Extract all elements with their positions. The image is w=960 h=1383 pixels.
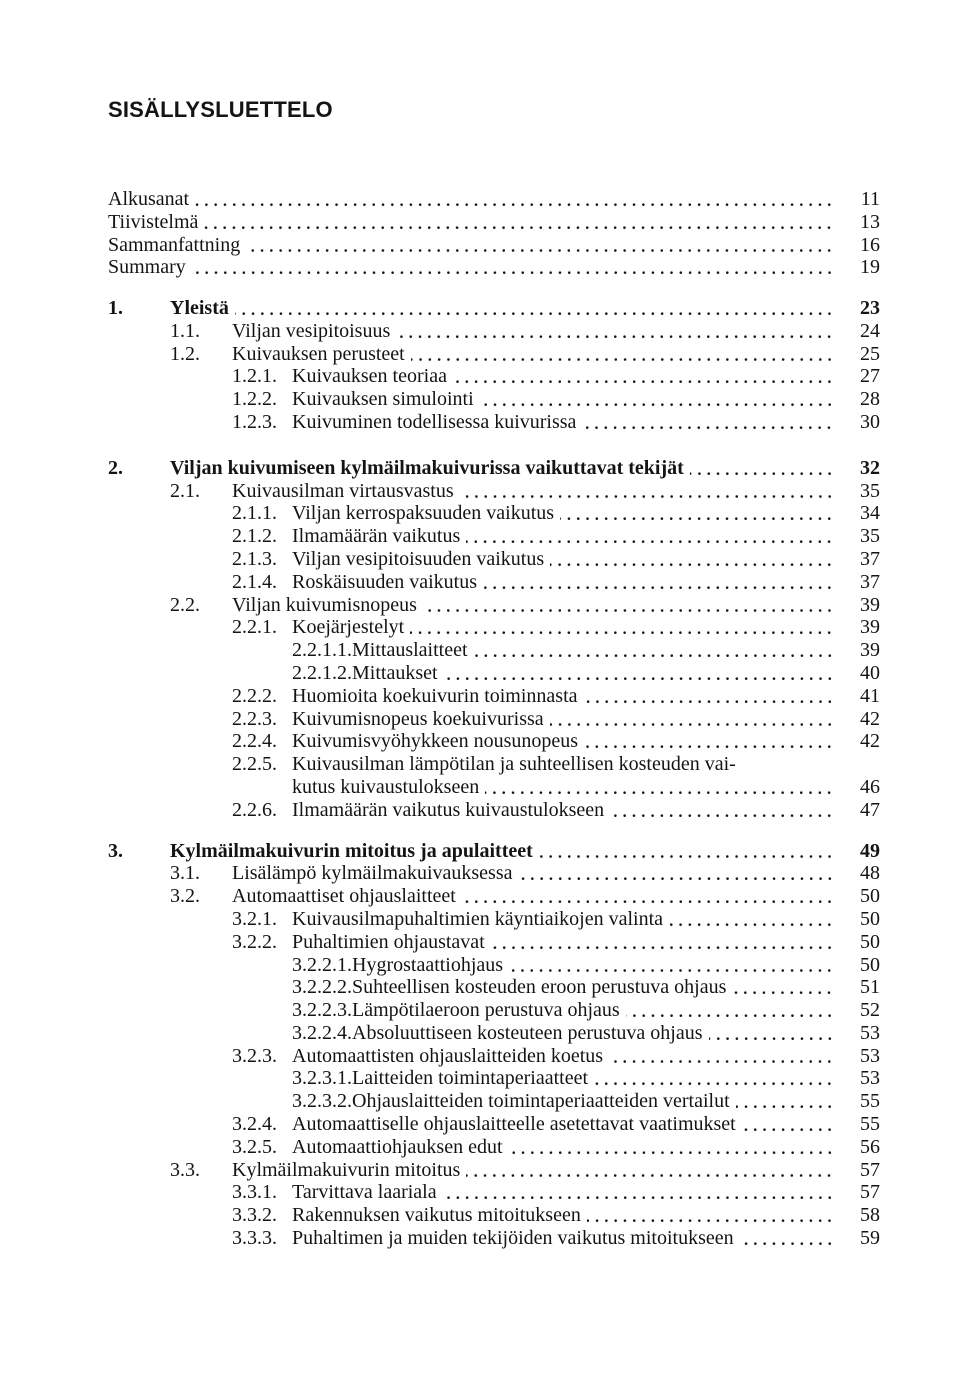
toc-entry-title: Lämpötilaeroon perustuva ohjaus [352, 999, 620, 1022]
dot-leader [609, 1045, 834, 1068]
toc-entry-number: 3.2.3.2. [292, 1090, 352, 1113]
toc-entry-title: Mittaukset [352, 661, 438, 684]
toc-entry-number: 2.2.1. [232, 616, 277, 639]
toc-entry-title: Tiivistelmä [108, 210, 199, 233]
toc-entry-title: Kuivauksen teoriaa [292, 365, 447, 388]
toc-entry [292, 1067, 880, 1090]
toc-entry-title: Mittauslaitteet [352, 639, 468, 662]
toc-entry [292, 1090, 880, 1113]
toc-entry-page: 41 [860, 684, 880, 707]
toc-entry-page: 30 [860, 410, 880, 433]
toc-entry [232, 931, 880, 954]
toc-entry-number: 2.1.3. [232, 547, 277, 570]
dot-leader [410, 616, 834, 639]
toc-entry-title: Ilmamäärän vaikutus [292, 525, 461, 548]
toc-entry-title: Huomioita koekuivurin toiminnasta [292, 684, 578, 707]
toc-entry-page: 35 [860, 479, 880, 502]
toc-entry-page: 48 [860, 862, 880, 885]
toc-entry-title: Automaattisten ohjauslaitteiden koetus [292, 1044, 604, 1067]
dot-leader [740, 1227, 834, 1250]
toc-entry [170, 594, 880, 617]
toc-entry-page: 27 [860, 365, 880, 388]
toc-entry [232, 411, 880, 434]
toc-entry-number: 1.2.3. [232, 410, 277, 433]
toc-entry-page: 51 [860, 976, 880, 999]
toc-entry [108, 297, 880, 320]
toc-entry [232, 388, 880, 411]
toc-entry [108, 234, 880, 257]
toc-entry-number: 2.1. [170, 479, 200, 502]
dot-leader [509, 954, 834, 977]
toc-entry-page: 50 [860, 953, 880, 976]
toc-entry [170, 480, 880, 503]
toc-entry-number-spacer [232, 776, 292, 799]
toc-entry-page: 56 [860, 1135, 880, 1158]
toc-entry-number: 3.2.3. [232, 1044, 277, 1067]
toc-entry-number: 3. [108, 839, 123, 862]
toc-entry [292, 639, 880, 662]
toc-entry-title: Suhteellisen kosteuden eroon perustuva ohjaus [352, 976, 727, 999]
toc-section [0, 297, 960, 434]
toc-entry [170, 885, 880, 908]
toc-entry-number: 3.2.1. [232, 907, 277, 930]
toc-entry-title: Alkusanat [108, 188, 190, 210]
dot-leader [192, 256, 834, 279]
toc-entry [170, 862, 880, 885]
dot-leader [610, 799, 834, 822]
toc-entry-continuation [232, 776, 880, 799]
toc-entry-page: 24 [860, 319, 880, 342]
toc-entry-page: 39 [860, 593, 880, 616]
toc-entry-page: 50 [860, 907, 880, 930]
toc-entry [108, 256, 880, 279]
toc-entry [292, 662, 880, 685]
dot-leader [594, 1067, 834, 1090]
dot-leader [480, 388, 834, 411]
toc-section [0, 188, 960, 279]
dot-leader [466, 1159, 834, 1182]
toc-entry-page: 39 [860, 639, 880, 662]
toc-entry-number: 2.2.5. [232, 753, 277, 776]
toc-entry-title-continued: kutus kuivaustulokseen [292, 775, 480, 798]
toc-entry-title: Rakennuksen vaikutus mitoitukseen [292, 1204, 581, 1227]
toc-entry-number: 1.2.1. [232, 365, 277, 388]
dot-leader [550, 708, 834, 731]
toc-entry-number: 3.2.2.4. [292, 1021, 352, 1044]
dot-leader [485, 776, 834, 799]
toc-entry-number: 3.2.5. [232, 1135, 277, 1158]
toc-entry-page: 57 [860, 1158, 880, 1181]
toc-entry [108, 840, 880, 863]
dot-leader [732, 976, 834, 999]
dot-leader [460, 480, 834, 503]
toc-entry-title: Kylmäilmakuivurin mitoitus ja apulaitteet [170, 839, 533, 862]
toc-entry-number: 2.2.4. [232, 730, 277, 753]
dot-leader [462, 885, 834, 908]
toc-entry-title: Kuivausilmapuhaltimien käyntiaikojen valinta [292, 907, 664, 930]
toc-entry-page: 46 [860, 775, 880, 798]
toc-entry-page: 49 [860, 839, 880, 862]
toc-entry [232, 1181, 880, 1204]
dot-leader [584, 685, 834, 708]
toc-entry-number: 3.3. [170, 1158, 200, 1181]
toc-entry-page: 59 [860, 1227, 880, 1250]
dot-leader [483, 571, 834, 594]
toc-entry-page: 39 [860, 616, 880, 639]
toc-entry-number: 3.3.3. [232, 1227, 277, 1250]
dot-leader [582, 411, 834, 434]
toc-entry [232, 1045, 880, 1068]
toc-entry-page: 34 [860, 502, 880, 525]
toc-entry-page: 57 [860, 1181, 880, 1204]
dot-leader [453, 365, 834, 388]
toc-entry-page: 47 [860, 798, 880, 821]
toc-entry-page: 35 [860, 525, 880, 548]
toc-entry-title: Kuivumisnopeus koekuivurissa [292, 707, 544, 730]
dot-leader [550, 548, 834, 571]
toc-entry-page: 37 [860, 547, 880, 570]
table-of-contents [0, 188, 960, 1250]
toc-entry-number: 3.2.2.2. [292, 976, 352, 999]
toc-entry [108, 188, 880, 211]
toc-entry [232, 1227, 880, 1250]
toc-entry [232, 365, 880, 388]
toc-entry-number: 3.1. [170, 862, 200, 885]
toc-section [0, 457, 960, 822]
toc-entry-number: 2. [108, 456, 123, 479]
toc-entry [232, 502, 880, 525]
toc-entry [232, 548, 880, 571]
toc-entry [232, 525, 880, 548]
toc-entry-number: 1.2.2. [232, 388, 277, 411]
toc-entry-number: 3.2. [170, 885, 200, 908]
toc-entry-title: Ilmamäärän vaikutus kuivaustulokseen [292, 798, 605, 821]
toc-entry-title: Automaattiselle ohjauslaitteelle asetettavat vaatimukset [292, 1113, 736, 1136]
toc-entry-page: 16 [860, 233, 880, 256]
toc-entry-number: 2.2.6. [232, 798, 277, 821]
toc-entry-title: Kuivauksen perusteet [232, 342, 405, 365]
toc-entry-page: 23 [860, 296, 880, 319]
toc-entry-number: 3.3.1. [232, 1181, 277, 1204]
toc-section [0, 840, 960, 1250]
toc-entry-page: 55 [860, 1090, 880, 1113]
toc-entry-title: Absoluuttiseen kosteuteen perustuva ohjaus [352, 1021, 703, 1044]
toc-entry [170, 343, 880, 366]
dot-leader [396, 320, 834, 343]
toc-entry-page: 28 [860, 388, 880, 411]
toc-entry [232, 1113, 880, 1136]
dot-leader [246, 234, 834, 257]
toc-entry [232, 908, 880, 931]
toc-entry [232, 571, 880, 594]
toc-entry-page: 37 [860, 570, 880, 593]
toc-entry-title: Roskäisuuden vaikutus [292, 570, 477, 593]
toc-entry-number: 2.2.2. [232, 684, 277, 707]
toc-entry [292, 999, 880, 1022]
dot-leader [539, 840, 834, 863]
toc-entry-number: 3.3.2. [232, 1204, 277, 1227]
toc-entry-number: 3.2.3.1. [292, 1067, 352, 1090]
toc-entry-page: 19 [860, 256, 880, 279]
toc-entry-page: 13 [860, 210, 880, 233]
toc-entry-title: Kuivumisvyöhykkeen nousunopeus [292, 730, 579, 753]
toc-entry-title: Kuivuminen todellisessa kuivurissa [292, 410, 577, 433]
toc-entry-title: Viljan kerrospaksuuden vaikutus [292, 502, 555, 525]
toc-entry [232, 685, 880, 708]
toc-entry [108, 211, 880, 234]
toc-entry [232, 1204, 880, 1227]
toc-entry-number: 2.1.2. [232, 525, 277, 548]
toc-entry-number: 2.2. [170, 593, 200, 616]
dot-leader [195, 188, 834, 211]
toc-entry-title: Yleistä [170, 296, 229, 319]
toc-entry-page: 52 [860, 999, 880, 1022]
toc-entry-number: 3.2.2.3. [292, 999, 352, 1022]
toc-entry-title: Automaattiohjauksen edut [292, 1135, 503, 1158]
toc-entry-number: 2.2.3. [232, 707, 277, 730]
toc-entry-page: 50 [860, 885, 880, 908]
toc-entry-title: Viljan kuivumisnopeus [232, 593, 417, 616]
dot-leader [466, 525, 834, 548]
dot-leader [669, 908, 834, 931]
toc-entry [292, 1022, 880, 1045]
toc-entry-title: Ohjauslaitteiden toimintaperiaatteiden vertailut [352, 1090, 730, 1113]
dot-leader [443, 1181, 834, 1204]
dot-leader [491, 931, 834, 954]
toc-entry-title: Viljan vesipitoisuus [232, 319, 391, 342]
toc-entry [232, 1136, 880, 1159]
toc-entry-title: Puhaltimen ja muiden tekijöiden vaikutus mitoitukseen [292, 1227, 734, 1250]
toc-entry-title: Viljan vesipitoisuuden vaikutus [292, 547, 545, 570]
toc-entry-number: 3.2.2.1. [292, 953, 352, 976]
toc-entry-page: 58 [860, 1204, 880, 1227]
toc-entry-number: 2.1.4. [232, 570, 277, 593]
dot-leader [509, 1136, 834, 1159]
toc-entry-number: 3.2.4. [232, 1113, 277, 1136]
toc-entry-page: 50 [860, 930, 880, 953]
dot-leader [736, 1090, 834, 1113]
toc-entry-number: 2.2.1.2. [292, 661, 352, 684]
toc-entry-page: 42 [860, 707, 880, 730]
toc-entry-title: Koejärjestelyt [292, 616, 405, 639]
dot-leader [584, 730, 834, 753]
toc-entry-page: 32 [860, 456, 880, 479]
toc-entry-number: 1.2. [170, 342, 200, 365]
toc-entry [232, 616, 880, 639]
toc-entry-title: Kylmäilmakuivurin mitoitus [232, 1158, 461, 1181]
toc-entry-page: 53 [860, 1044, 880, 1067]
dot-leader [423, 594, 834, 617]
dot-leader [690, 457, 834, 480]
toc-entry [170, 1159, 880, 1182]
toc-entry-title: Tarvittava laariala [292, 1181, 437, 1204]
toc-entry-page: 55 [860, 1113, 880, 1136]
toc-entry-title: Kuivausilman virtausvastus [232, 479, 454, 502]
toc-entry [170, 320, 880, 343]
dot-leader [411, 343, 834, 366]
toc-entry-title: Kuivauksen simulointi [292, 388, 474, 411]
toc-entry-title: Lisälämpö kylmäilmakuivauksessa [232, 862, 513, 885]
toc-entry-title: Puhaltimien ohjaustavat [292, 930, 485, 953]
toc-entry-number: 1.1. [170, 319, 200, 342]
dot-leader [587, 1204, 834, 1227]
toc-entry [232, 799, 880, 822]
toc-entry-title: Automaattiset ohjauslaitteet [232, 885, 456, 908]
toc-entry [292, 976, 880, 999]
toc-entry [232, 708, 880, 731]
page-title: SISÄLLYSLUETTELO [108, 97, 333, 122]
toc-entry-number: 3.2.2. [232, 930, 277, 953]
dot-leader [474, 639, 834, 662]
toc-entry-title: Viljan kuivumiseen kylmäilmakuivurissa vaikuttavat tekijät [170, 456, 684, 479]
dot-leader [742, 1113, 834, 1136]
toc-entry-title: Sammanfattning [108, 233, 241, 256]
dot-leader [444, 662, 834, 685]
toc-entry [232, 753, 880, 776]
dot-leader [560, 502, 834, 525]
dot-leader [235, 297, 834, 320]
toc-entry-number: 2.2.1.1. [292, 639, 352, 662]
toc-entry-page: 53 [860, 1021, 880, 1044]
toc-entry-number: 2.1.1. [232, 502, 277, 525]
toc-entry-page: 53 [860, 1067, 880, 1090]
toc-entry-page: 11 [860, 188, 880, 210]
toc-entry-page: 42 [860, 730, 880, 753]
toc-entry-title: Summary [108, 256, 186, 279]
toc-entry [108, 457, 880, 480]
toc-entry-number: 1. [108, 296, 123, 319]
toc-entry-title: Hygrostaattiohjaus [352, 953, 504, 976]
dot-leader [709, 1022, 835, 1045]
toc-entry-title: Laitteiden toimintaperiaatteet [352, 1067, 589, 1090]
toc-entry [232, 730, 880, 753]
toc-entry-page: 25 [860, 342, 880, 365]
toc-entry [292, 954, 880, 977]
dot-leader [626, 999, 834, 1022]
dot-leader [519, 862, 835, 885]
toc-entry-page: 40 [860, 661, 880, 684]
toc-entry-title: Kuivausilman lämpötilan ja suhteellisen kosteuden vai- [292, 753, 736, 776]
dot-leader [204, 211, 834, 234]
